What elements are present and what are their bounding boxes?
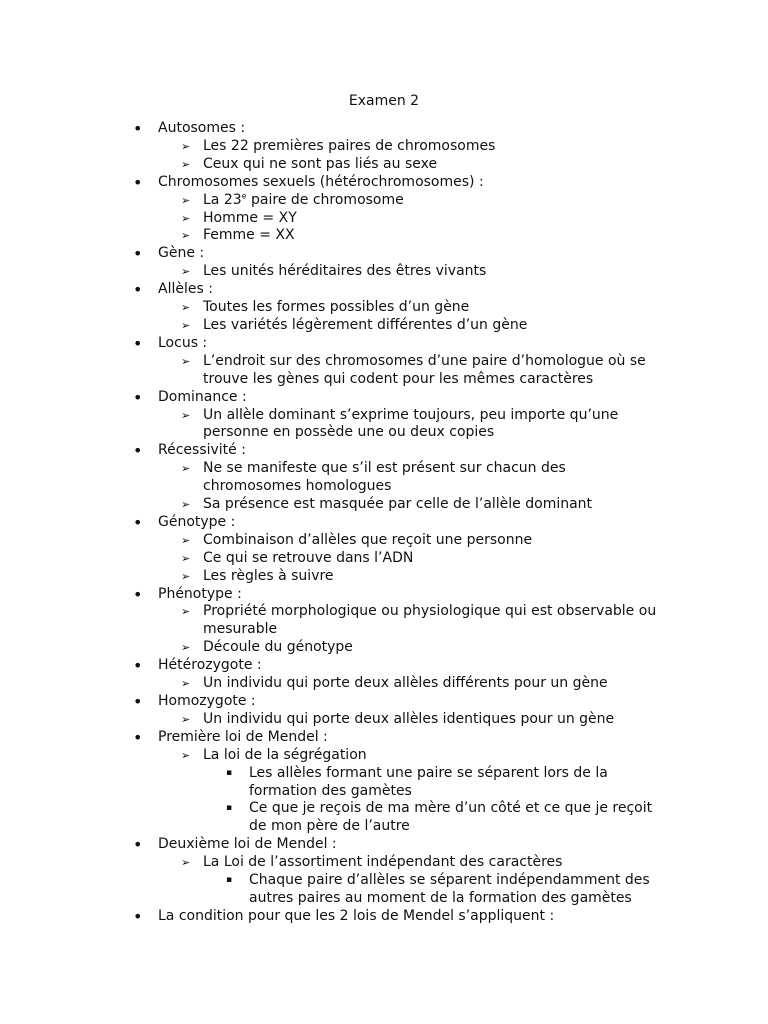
definition-item <box>0 550 768 568</box>
definition-text: Femme = XX <box>203 227 295 244</box>
section-label: Gène : <box>158 245 205 262</box>
arrowhead-bullet-icon: ➢ <box>181 229 191 243</box>
section-item <box>0 586 768 604</box>
definition-text: Un allèle dominant s’exprime toujours, peu importe qu’une personne en possède une ou deux copies <box>203 406 619 441</box>
definition-text: Toutes les formes possibles d’un gène <box>203 299 470 316</box>
round-bullet-icon: • <box>133 280 143 300</box>
round-bullet-icon: • <box>133 584 143 604</box>
arrowhead-bullet-icon: ➢ <box>181 462 191 476</box>
definition-text: Les unités héréditaires des êtres vivants <box>203 263 487 280</box>
round-bullet-icon: • <box>133 441 143 461</box>
arrowhead-bullet-icon: ➢ <box>181 265 191 279</box>
section-item <box>0 729 768 747</box>
section-item <box>0 245 768 263</box>
definition-text: Un individu qui porte deux allèles différents pour un gène <box>203 675 608 692</box>
section-label: Hétérozygote : <box>158 657 262 674</box>
round-bullet-icon: • <box>133 656 143 676</box>
round-bullet-icon: • <box>133 333 143 353</box>
notes-list <box>0 120 768 926</box>
definition-item <box>0 711 768 729</box>
round-bullet-icon: • <box>133 172 143 192</box>
definition-item <box>0 299 768 317</box>
square-bullet-icon: ▪ <box>226 875 233 886</box>
section-label: Locus : <box>158 334 208 351</box>
round-bullet-icon: • <box>133 512 143 532</box>
section-item <box>0 836 768 854</box>
arrowhead-bullet-icon: ➢ <box>181 354 191 368</box>
ordinal-superscript: e <box>241 190 247 200</box>
section-item <box>0 908 768 926</box>
arrowhead-bullet-icon: ➢ <box>181 712 191 726</box>
definition-text: La Loi de l’assortiment indépendant des caractères <box>203 854 563 871</box>
detail-item <box>0 800 768 836</box>
section-item <box>0 657 768 675</box>
definition-item <box>0 854 768 872</box>
section-item <box>0 120 768 138</box>
definition-item <box>0 639 768 657</box>
section-label: La condition pour que les 2 lois de Mendel s’appliquent : <box>158 907 555 924</box>
round-bullet-icon: • <box>133 387 143 407</box>
document-title: Examen 2 <box>348 93 420 109</box>
round-bullet-icon: • <box>133 727 143 747</box>
detail-item <box>0 765 768 801</box>
arrowhead-bullet-icon: ➢ <box>181 498 191 512</box>
arrowhead-bullet-icon: ➢ <box>181 318 191 332</box>
round-bullet-icon: • <box>133 906 143 926</box>
arrowhead-bullet-icon: ➢ <box>181 551 191 565</box>
definition-item <box>0 210 768 228</box>
arrowhead-bullet-icon: ➢ <box>181 408 191 422</box>
section-label: Première loi de Mendel : <box>158 728 328 745</box>
definition-text: Un individu qui porte deux allèles identiques pour un gène <box>203 710 615 727</box>
definition-item <box>0 496 768 514</box>
definition-text: L’endroit sur des chromosomes d’une paire d’homologue où se trouve les gènes qui codent pour les mêmes caractères <box>203 352 646 387</box>
arrowhead-bullet-icon: ➢ <box>181 157 191 171</box>
definition-item <box>0 532 768 550</box>
detail-text: Les allèles formant une paire se séparent lors de la formation des gamètes <box>249 764 608 799</box>
definition-item <box>0 353 768 389</box>
section-label: Autosomes : <box>158 120 246 136</box>
section-label: Homozygote : <box>158 693 256 709</box>
arrowhead-bullet-icon: ➢ <box>181 569 191 583</box>
section-label: Récessivité : <box>158 442 246 459</box>
section-item <box>0 389 768 407</box>
section-label: Phénotype : <box>158 585 242 602</box>
arrowhead-bullet-icon: ➢ <box>181 193 191 207</box>
definition-item <box>0 407 768 443</box>
section-label: Allèles : <box>158 281 213 298</box>
arrowhead-bullet-icon: ➢ <box>181 211 191 225</box>
definition-text: Homme = XY <box>203 209 297 226</box>
definition-item <box>0 747 768 765</box>
definition-text: Les règles à suivre <box>203 567 334 584</box>
round-bullet-icon: • <box>133 244 143 264</box>
definition-item <box>0 317 768 335</box>
round-bullet-icon: • <box>133 835 143 855</box>
detail-item <box>0 872 768 908</box>
arrowhead-bullet-icon: ➢ <box>181 677 191 691</box>
round-bullet-icon: • <box>133 119 143 138</box>
arrowhead-bullet-icon: ➢ <box>181 605 191 619</box>
arrowhead-bullet-icon: ➢ <box>181 641 191 655</box>
section-item <box>0 281 768 299</box>
definition-item <box>0 263 768 281</box>
definition-text: Ne se manifeste que s’il est présent sur chacun des chromosomes homologues <box>203 460 566 495</box>
section-label: Chromosomes sexuels (hétérochromosomes) : <box>158 173 484 190</box>
arrowhead-bullet-icon: ➢ <box>181 301 191 315</box>
arrowhead-bullet-icon: ➢ <box>181 748 191 762</box>
arrowhead-bullet-icon: ➢ <box>181 533 191 547</box>
definition-text: La 23 <box>203 191 242 208</box>
definition-text-end: paire de chromosome <box>246 191 404 208</box>
detail-text: Chaque paire d’allèles se séparent indépendamment des autres paires au moment de la formation des gamètes <box>249 872 650 906</box>
definition-item <box>0 227 768 245</box>
definition-text: Découle du génotype <box>203 639 353 656</box>
arrowhead-bullet-icon: ➢ <box>181 856 191 870</box>
arrowhead-bullet-icon: ➢ <box>181 139 191 153</box>
definition-item <box>0 568 768 586</box>
definition-text: Les variétés légèrement différentes d’un gène <box>203 316 528 333</box>
section-item <box>0 693 768 711</box>
definition-text: Propriété morphologique ou physiologique qui est observable ou mesurable <box>203 603 657 638</box>
definition-text: Ceux qui ne sont pas liés au sexe <box>203 155 438 172</box>
section-label: Deuxième loi de Mendel : <box>158 836 337 853</box>
definition-text: Les 22 premières paires de chromosomes <box>203 137 496 154</box>
square-bullet-icon: ▪ <box>226 803 233 814</box>
detail-text: Ce que je reçois de ma mère d’un côté et ce que je reçoit de mon père de l’autre <box>249 800 653 835</box>
definition-item <box>0 675 768 693</box>
square-bullet-icon: ▪ <box>226 767 233 778</box>
section-label: Dominance : <box>158 388 247 405</box>
definition-item <box>0 138 768 156</box>
definition-text: La loi de la ségrégation <box>203 746 367 763</box>
section-item <box>0 514 768 532</box>
definition-item <box>0 603 768 639</box>
definition-text: Ce qui se retrouve dans l’ADN <box>203 549 414 566</box>
section-item <box>0 174 768 192</box>
definition-text: Sa présence est masquée par celle de l’allèle dominant <box>203 496 593 513</box>
definition-item <box>0 460 768 496</box>
definition-text: Combinaison d’allèles que reçoit une personne <box>203 531 533 548</box>
section-label: Génotype : <box>158 513 236 530</box>
section-item <box>0 335 768 353</box>
definition-item <box>0 192 768 210</box>
section-item <box>0 442 768 460</box>
round-bullet-icon: • <box>133 692 143 711</box>
definition-item <box>0 156 768 174</box>
